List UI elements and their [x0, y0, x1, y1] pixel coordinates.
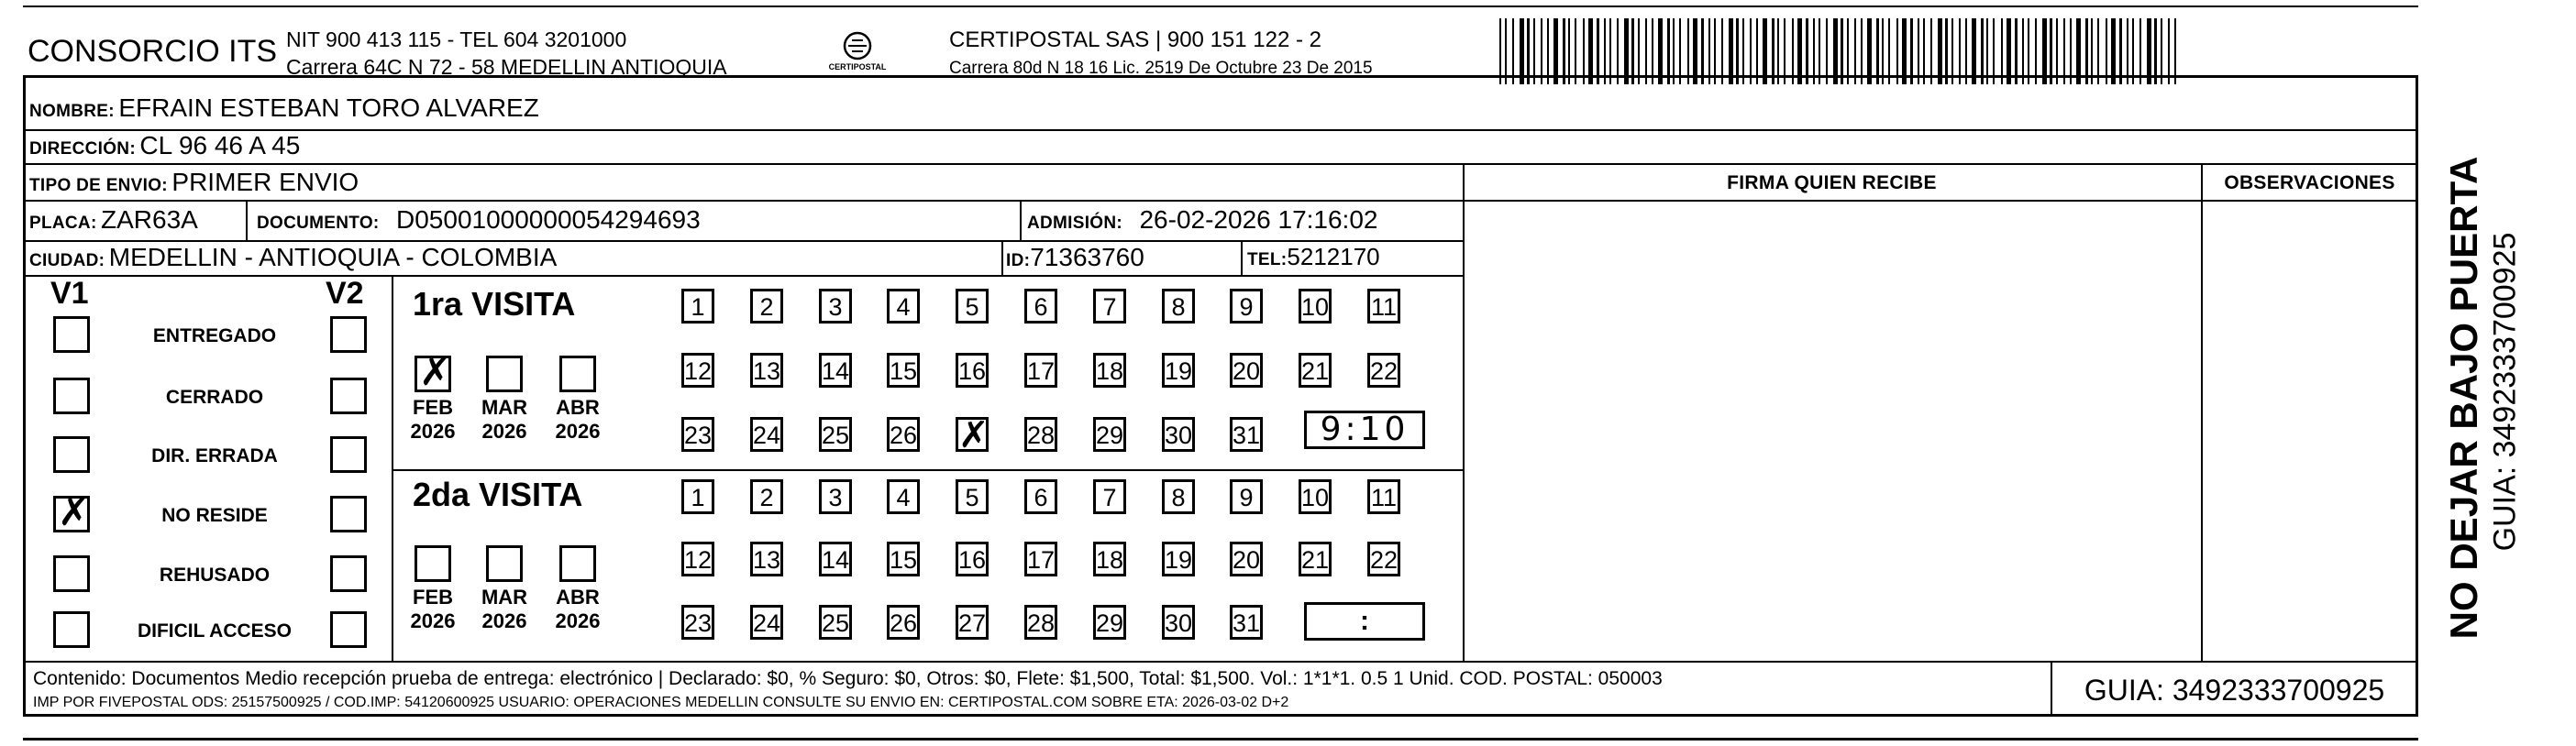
- direccion-label: DIRECCIÓN:: [29, 139, 136, 159]
- carrier-sub: Carrera 80d N 18 16 Lic. 2519 De Octubre 23 De 2015: [949, 59, 1373, 78]
- status-label: CERRADO: [165, 387, 264, 408]
- documento-row: [257, 205, 701, 235]
- status-v2-checkbox[interactable]: [330, 436, 367, 473]
- day-checkbox[interactable]: 23: [681, 605, 714, 640]
- day-checkbox[interactable]: 21: [1299, 542, 1332, 576]
- second-visit-time-value: :: [1360, 606, 1369, 636]
- placa-row: [29, 205, 198, 235]
- day-checkbox[interactable]: 3: [819, 289, 852, 324]
- certipostal-logo: [821, 27, 894, 78]
- tipo-row: [29, 168, 359, 197]
- day-checkbox[interactable]: 22: [1367, 353, 1400, 388]
- day-checkbox[interactable]: 3: [819, 479, 852, 514]
- v1-header: V1: [50, 276, 89, 311]
- tipo-label: TIPO DE ENVIO:: [29, 176, 168, 195]
- tel-row: [1247, 243, 1380, 271]
- check-mark-icon: ✗: [419, 349, 452, 394]
- day-checkbox[interactable]: 14: [819, 353, 852, 388]
- day-checkbox[interactable]: 19: [1162, 353, 1195, 388]
- direccion-value: CL 96 46 A 45: [139, 131, 301, 159]
- day-checkbox[interactable]: 8: [1162, 479, 1195, 514]
- month-label: ABR 2026: [555, 396, 601, 443]
- day-checkbox[interactable]: 23: [681, 417, 714, 452]
- status-label: DIFICIL ACCESO: [137, 620, 292, 642]
- ciudad-label: CIUDAD:: [29, 251, 105, 270]
- day-checkbox[interactable]: 19: [1162, 542, 1195, 576]
- day-checkbox[interactable]: 29: [1093, 417, 1126, 452]
- admision-label: ADMISIÓN:: [1027, 214, 1123, 233]
- day-checkbox[interactable]: 12: [681, 542, 714, 576]
- day-checkbox[interactable]: 22: [1367, 542, 1400, 576]
- status-v1-checkbox[interactable]: [53, 378, 90, 414]
- day-checkbox[interactable]: 1: [681, 479, 714, 514]
- status-v2-checkbox[interactable]: [330, 611, 367, 648]
- status-label: DIR. ERRADA: [151, 445, 278, 466]
- month-checkbox[interactable]: [486, 545, 523, 582]
- side-guia: GUIA: 3492333700925: [2487, 232, 2523, 552]
- day-checkbox[interactable]: 26: [887, 605, 920, 640]
- day-checkbox[interactable]: 29: [1093, 605, 1126, 640]
- day-checkbox[interactable]: 20: [1230, 542, 1263, 576]
- day-checkbox[interactable]: 24: [750, 605, 783, 640]
- month-checkbox[interactable]: [415, 545, 451, 582]
- day-checkbox[interactable]: 6: [1024, 289, 1057, 324]
- side-panel: [2414, 82, 2523, 715]
- day-checkbox[interactable]: 11: [1367, 479, 1400, 514]
- id-label: ID:: [1006, 251, 1031, 270]
- day-checkbox[interactable]: 7: [1093, 289, 1126, 324]
- footer-guia: GUIA: 3492333700925: [2084, 674, 2385, 707]
- second-visit-time[interactable]: [1304, 602, 1425, 641]
- side-warning: NO DEJAR BAJO PUERTA: [2442, 156, 2485, 640]
- day-checkbox[interactable]: 4: [887, 479, 920, 514]
- day-checkbox[interactable]: 1: [681, 289, 714, 324]
- status-label: NO RESIDE: [161, 505, 268, 526]
- second-visit-title: 2da VISITA: [413, 476, 583, 513]
- day-checkbox[interactable]: 15: [887, 353, 920, 388]
- first-visit-time[interactable]: [1304, 411, 1425, 449]
- id-row: [1006, 243, 1144, 272]
- tel-label: TEL:: [1247, 250, 1288, 269]
- tel-value: 5212170: [1287, 243, 1380, 270]
- day-checkbox[interactable]: 10: [1299, 289, 1332, 324]
- direccion-row: [29, 131, 300, 160]
- day-checkbox[interactable]: 25: [819, 417, 852, 452]
- observaciones-label: OBSERVACIONES: [2224, 172, 2395, 193]
- status-v1-checkbox[interactable]: [53, 489, 91, 534]
- footer-print-info: IMP POR FIVEPOSTAL ODS: 25157500925 / COD.IMP: 54120600925 USUARIO: OPERACIONES MEDELLIN CONSULTE SU ENVIO EN: CERTIPOSTAL.COM SOBRE ETA: 2026-03-02 D+2: [33, 695, 1289, 710]
- status-v2-checkbox[interactable]: [330, 316, 367, 353]
- month-checkbox[interactable]: [486, 356, 523, 392]
- admision-row: [1027, 205, 1377, 235]
- day-checkbox[interactable]: 18: [1093, 353, 1126, 388]
- status-v1-checkbox[interactable]: [53, 611, 90, 648]
- day-checkbox[interactable]: 25: [819, 605, 852, 640]
- company-name: CONSORCIO ITS: [28, 34, 278, 69]
- day-checkbox[interactable]: 13: [750, 353, 783, 388]
- nombre-label: NOMBRE:: [29, 102, 115, 121]
- day-checkbox[interactable]: 26: [887, 417, 920, 452]
- shipping-form: [23, 75, 2418, 717]
- day-checkbox[interactable]: 28: [1024, 605, 1057, 640]
- month-checkbox[interactable]: [559, 356, 596, 392]
- day-checkbox[interactable]: 16: [956, 542, 989, 576]
- day-checkbox[interactable]: 20: [1230, 353, 1263, 388]
- placa-value: ZAR63A: [101, 205, 198, 234]
- month-label: MAR 2026: [481, 586, 528, 632]
- id-value: 71363760: [1030, 243, 1144, 271]
- day-checkbox[interactable]: 11: [1367, 289, 1400, 324]
- month-label: MAR 2026: [481, 396, 528, 443]
- day-checkbox[interactable]: 15: [887, 542, 920, 576]
- ciudad-value: MEDELLIN - ANTIOQUIA - COLOMBIA: [108, 243, 558, 271]
- status-v2-checkbox[interactable]: [330, 496, 367, 532]
- day-checkbox[interactable]: 16: [956, 353, 989, 388]
- day-checkbox[interactable]: 12: [681, 353, 714, 388]
- day-checkbox[interactable]: 27: [956, 605, 989, 640]
- day-checkbox[interactable]: 17: [1024, 353, 1057, 388]
- first-visit-title: 1ra VISITA: [413, 285, 576, 323]
- day-checkbox[interactable]: 21: [1299, 353, 1332, 388]
- day-checkbox[interactable]: 17: [1024, 542, 1057, 576]
- day-checkbox[interactable]: 7: [1093, 479, 1126, 514]
- ciudad-row: [29, 243, 557, 272]
- month-checkbox[interactable]: [415, 349, 452, 394]
- placa-label: PLACA:: [29, 214, 97, 233]
- day-checkbox[interactable]: 24: [750, 417, 783, 452]
- day-checkbox[interactable]: 2: [750, 479, 783, 514]
- day-checkbox[interactable]: 8: [1162, 289, 1195, 324]
- day-checkbox[interactable]: 10: [1299, 479, 1332, 514]
- status-v1-checkbox[interactable]: [53, 316, 90, 353]
- day-checkbox[interactable]: 6: [1024, 479, 1057, 514]
- documento-label: DOCUMENTO:: [257, 214, 380, 233]
- month-label: FEB 2026: [410, 396, 456, 443]
- day-checkbox-marked[interactable]: ✗: [956, 417, 989, 452]
- month-label: ABR 2026: [555, 586, 601, 632]
- status-v2-checkbox[interactable]: [330, 555, 367, 592]
- day-checkbox[interactable]: 18: [1093, 542, 1126, 576]
- nit-line: NIT 900 413 115 - TEL 604 3201000: [286, 27, 627, 51]
- status-v2-checkbox[interactable]: [330, 378, 367, 414]
- day-checkbox[interactable]: 13: [750, 542, 783, 576]
- day-checkbox[interactable]: 31: [1230, 417, 1263, 452]
- day-checkbox[interactable]: 5: [956, 479, 989, 514]
- status-label: REHUSADO: [159, 565, 271, 586]
- footer-contents: Contenido: Documentos Medio recepción prueba de entrega: electrónico | Declarado: $0, % Seguro: $0, Otros: $0, Flete: $1,500, Total: $1,500. Vol.: 1*1*1. 0.5 1 Unid. COD. POSTAL: 050003: [33, 668, 1663, 689]
- status-v1-checkbox[interactable]: [53, 555, 90, 592]
- carrier-line: CERTIPOSTAL SAS | 900 151 122 - 2: [949, 27, 1321, 52]
- day-checkbox[interactable]: 4: [887, 289, 920, 324]
- day-checkbox[interactable]: 28: [1024, 417, 1057, 452]
- day-checkbox[interactable]: 31: [1230, 605, 1263, 640]
- day-checkbox[interactable]: 14: [819, 542, 852, 576]
- nombre-value: EFRAIN ESTEBAN TORO ALVAREZ: [118, 93, 539, 122]
- status-label: ENTREGADO: [152, 325, 277, 346]
- day-checkbox[interactable]: 30: [1162, 605, 1195, 640]
- status-v1-checkbox[interactable]: [53, 436, 90, 473]
- logo-text: CERTIPOSTAL: [828, 62, 887, 71]
- day-checkbox[interactable]: 9: [1230, 289, 1263, 324]
- admision-value: 26-02-2026 17:16:02: [1139, 205, 1378, 234]
- day-checkbox[interactable]: 9: [1230, 479, 1263, 514]
- v2-header: V2: [326, 276, 364, 311]
- day-checkbox[interactable]: 2: [750, 289, 783, 324]
- day-checkbox[interactable]: 30: [1162, 417, 1195, 452]
- day-checkbox[interactable]: 5: [956, 289, 989, 324]
- first-visit-time-value: 9:10: [1320, 411, 1410, 448]
- nombre-row: [29, 93, 539, 123]
- tipo-value: PRIMER ENVIO: [171, 168, 359, 196]
- check-mark-icon: ✗: [58, 489, 91, 534]
- month-label: FEB 2026: [410, 586, 456, 632]
- company-address: Carrera 64C N 72 - 58 MEDELLIN ANTIOQUIA: [286, 55, 727, 79]
- month-checkbox[interactable]: [559, 545, 596, 582]
- firma-label: FIRMA QUIEN RECIBE: [1727, 172, 1937, 193]
- documento-value: D05001000000054294693: [396, 205, 701, 234]
